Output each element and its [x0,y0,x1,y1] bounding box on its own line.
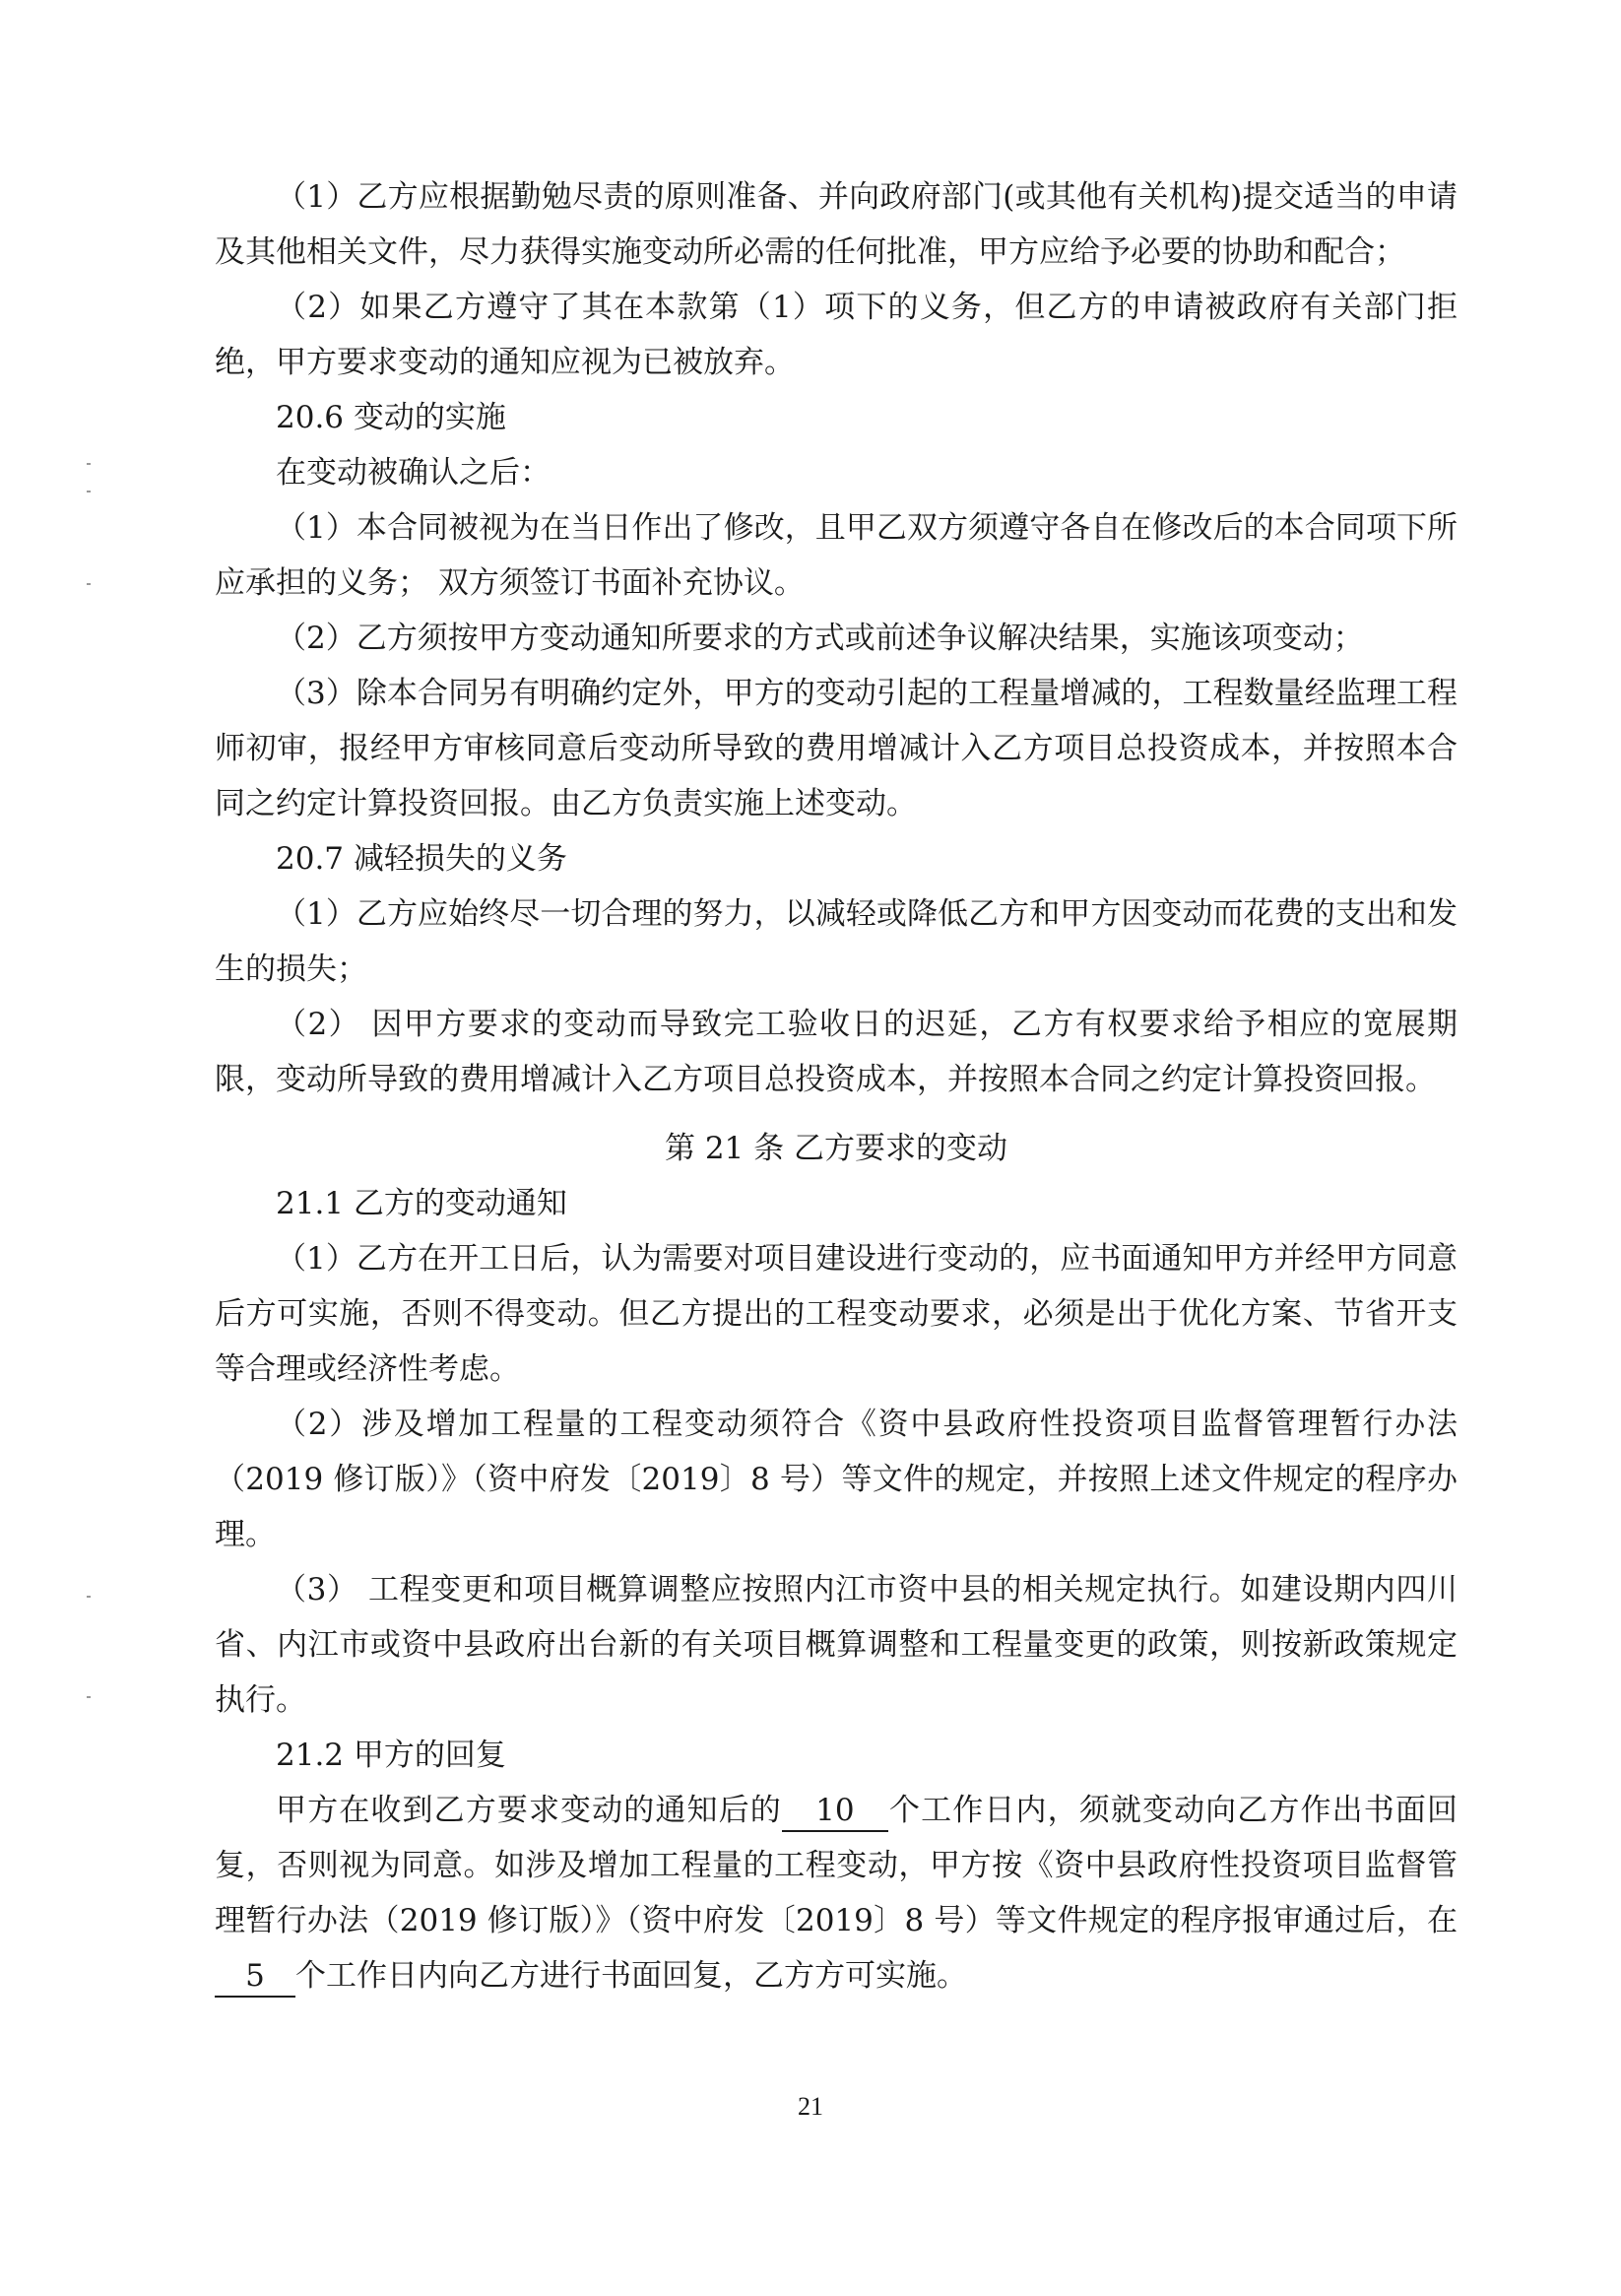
paragraph: （2）如果乙方遵守了其在本款第（1）项下的义务，但乙方的申请被政府有关部门拒绝，甲方要求变动的通知应视为已被放弃。 [215,290,1458,380]
section-title: 21.2 甲方的回复 [276,1738,506,1773]
reply-text: 甲方在收到乙方要求变动的通知后的 [276,1793,782,1828]
scan-mark [87,583,91,585]
article-heading: 第 21 条 乙方要求的变动 [664,1131,1007,1166]
scan-mark [87,491,91,492]
filled-blank-days: 10 [782,1791,888,1832]
paragraph: 在变动被确认之后： [276,455,551,491]
paragraph: （3）除本合同另有明确约定外，甲方的变动引起的工程量增减的，工程数量经监理工程师初审，报经甲方审核同意后变动所导致的费用增减计入乙方项目总投资成本，并按照本合同之约定计算投资回报。由乙方负责实施上述变动。 [215,676,1458,821]
paragraph: （1）本合同被视为在当日作出了修改，且甲乙双方须遵守各自在修改后的本合同项下所应承担的义务； 双方须签订书面补充协议。 [215,510,1458,601]
scan-mark [87,1596,91,1598]
paragraph: （3） 工程变更和项目概算调整应按照内江市资中县的相关规定执行。如建设期内四川省、内江市或资中县政府出台新的有关项目概算调整和工程量变更的政策，则按新政策规定执行。 [215,1572,1458,1718]
reply-paragraph [215,1783,1458,2003]
paragraph: （2）涉及增加工程量的工程变动须符合《资中县政府性投资项目监督管理暂行办法（2019 修订版）》（资中府发〔2019〕8 号）等文件的规定，并按照上述文件规定的程序办理。 [215,1407,1458,1552]
section-title: 21.1 乙方的变动通知 [276,1186,567,1221]
scan-mark [87,463,91,465]
paragraph: （2） 因甲方要求的变动而导致完工验收日的迟延，乙方有权要求给予相应的宽展期限，变动所导致的费用增减计入乙方项目总投资成本，并按照本合同之约定计算投资回报。 [215,1007,1458,1097]
paragraph: （2）乙方须按甲方变动通知所要求的方式或前述争议解决结果，实施该项变动； [276,621,1364,656]
reply-text: 个工作日内，须就变动向乙方作出书面回复，否则视为同意。如涉及增加工程量的工程变动，甲方按《资中县政府性投资项目监督管理暂行办法（2019 修订版）》（资中府发〔2019〕8 号）等文件规定的程序报审通过后，在 [215,1793,1459,1938]
reply-text: 个工作日内向乙方进行书面回复，乙方方可实施。 [295,1958,967,1994]
paragraph: （1）乙方应根据勤勉尽责的原则准备、并向政府部门(或其他有关机构)提交适当的申请及其他相关文件，尽力获得实施变动所必需的任何批准，甲方应给予必要的协助和配合； [215,179,1458,270]
paragraph: （1）乙方应始终尽一切合理的努力，以减轻或降低乙方和甲方因变动而花费的支出和发生的损失； [215,896,1458,987]
section-title: 20.6 变动的实施 [276,400,506,435]
scan-mark [87,1696,91,1698]
paragraph: （1）乙方在开工日后，认为需要对项目建设进行变动的，应书面通知甲方并经甲方同意后方可实施，否则不得变动。但乙方提出的工程变动要求，必须是出于优化方案、节省开支等合理或经济性考虑。 [215,1241,1458,1387]
filled-blank-days: 5 [215,1956,295,1998]
document-body [215,169,1458,2003]
section-title: 20.7 减轻损失的义务 [276,841,567,877]
page-number: 21 [798,2092,823,2121]
